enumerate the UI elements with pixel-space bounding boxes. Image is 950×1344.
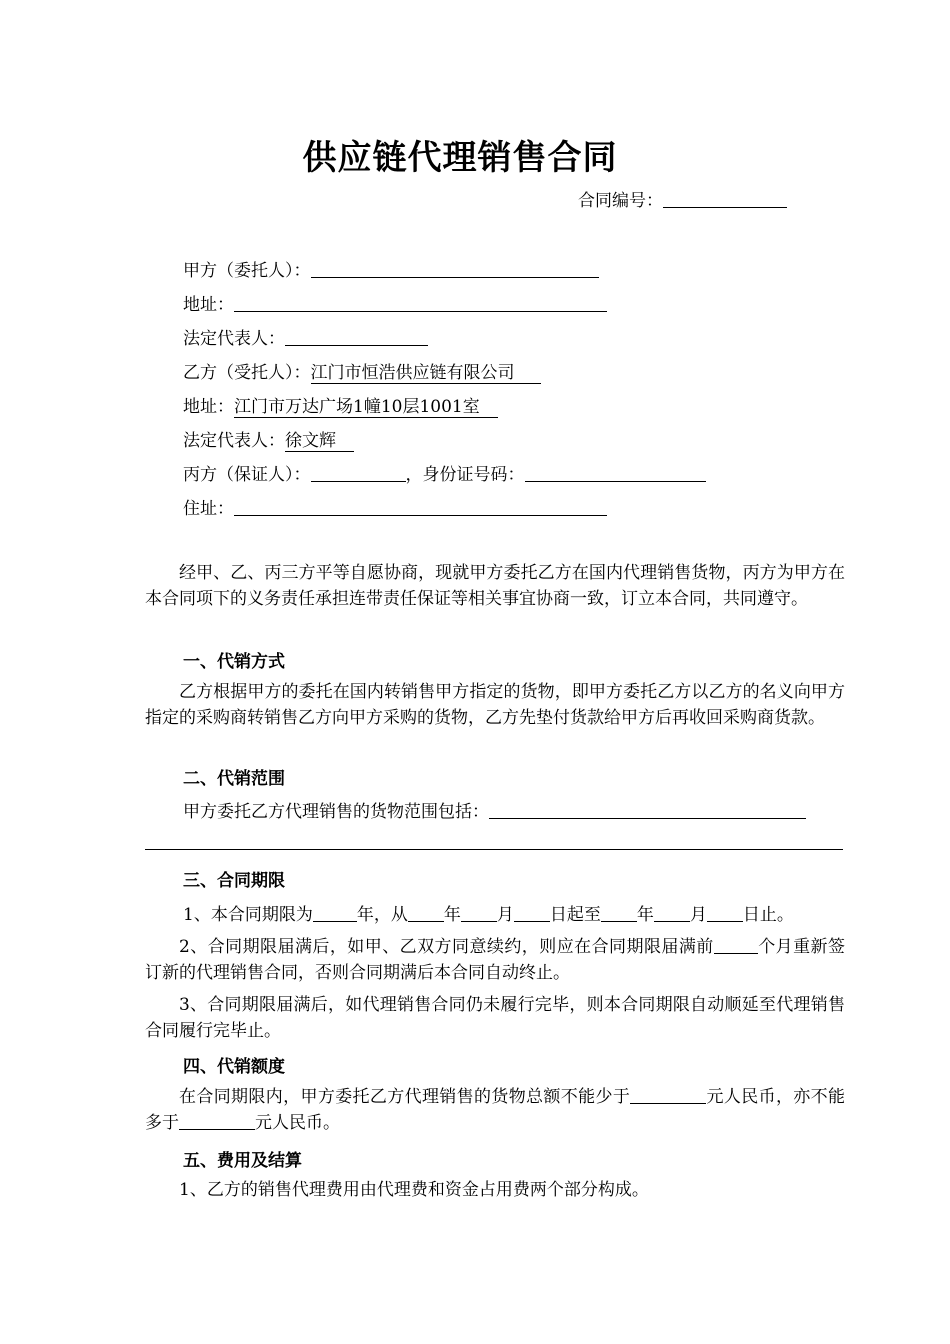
term-text-e: 日起至 — [549, 905, 601, 925]
id-number-blank — [525, 464, 706, 482]
start-day-blank — [514, 904, 550, 922]
term-text-h: 日止。 — [742, 905, 794, 925]
contract-number-blank — [663, 190, 787, 208]
term-text-g: 月 — [689, 905, 707, 925]
party-a-address-line — [183, 290, 607, 315]
party-b-line — [183, 358, 541, 383]
section-4-text — [145, 1084, 845, 1136]
section-2-heading: 二、代销范围 — [183, 769, 285, 789]
party-a-blank — [311, 260, 599, 278]
section-3-renewal — [145, 934, 845, 986]
min-amount-blank — [630, 1086, 706, 1104]
party-a-rep-line — [183, 324, 428, 349]
section-2-text: 甲方委托乙方代理销售的货物范围包括： — [183, 802, 489, 822]
party-c-blank — [311, 464, 406, 482]
end-month-blank — [654, 904, 690, 922]
renewal-text-b: 个月重新签订新的代理销售合同，否则合同期满后本合同自动终止。 — [145, 937, 845, 983]
party-b-address: 江门市万达广场1幢10层1001室 — [234, 397, 498, 418]
id-number-label: ，身份证号码： — [405, 465, 525, 485]
party-a-rep-label: 法定代表人： — [183, 329, 285, 349]
quota-text-a: 在合同期限内，甲方委托乙方代理销售的货物总额不能少于 — [179, 1087, 631, 1107]
party-a-rep-blank — [285, 328, 428, 346]
party-b-rep: 徐文辉 — [285, 431, 354, 452]
quota-text-b: 元人民币，亦不能多于 — [145, 1087, 846, 1133]
goods-scope-blank-2 — [145, 849, 843, 850]
renewal-months-blank — [714, 936, 758, 954]
section-2-line — [183, 797, 806, 822]
max-amount-blank — [179, 1112, 255, 1130]
party-b-address-line — [183, 392, 498, 417]
term-years-blank — [313, 904, 357, 922]
party-b-label: 乙方（受托人）： — [183, 363, 311, 383]
section-3-heading: 三、合同期限 — [183, 871, 285, 891]
term-text-c: 年 — [443, 905, 461, 925]
party-c-residence-label: 住址： — [183, 499, 234, 519]
party-b-name: 江门市恒浩供应链有限公司 — [311, 363, 541, 384]
quota-text-c: 元人民币。 — [255, 1113, 340, 1133]
party-b-address-label: 地址： — [183, 397, 234, 417]
start-year-blank — [408, 904, 444, 922]
term-text-a: 1、本合同期限为 — [183, 905, 313, 925]
section-4-heading: 四、代销额度 — [183, 1057, 285, 1077]
section-1-text: 乙方根据甲方的委托在国内转销售甲方指定的货物，即甲方委托乙方以乙方的名义向甲方指定的采购商转销售乙方向甲方采购的货物，乙方先垫付货款给甲方后再收回采购商货款。 — [145, 682, 845, 728]
intro-paragraph: 经甲、乙、丙三方平等自愿协商，现就甲方委托乙方在国内代理销售货物，丙方为甲方在本合同项下的义务责任承担连带责任保证等相关事宜协商一致，订立本合同，共同遵守。 — [145, 563, 845, 609]
end-year-blank — [601, 904, 637, 922]
section-5-heading: 五、费用及结算 — [183, 1151, 302, 1171]
contract-number-label: 合同编号： — [578, 191, 663, 211]
document-title: 供应链代理销售合同 — [302, 138, 618, 178]
party-b-rep-label: 法定代表人： — [183, 431, 285, 451]
contract-number-line — [578, 186, 787, 211]
renewal-text-a: 2、合同期限届满后，如甲、乙双方同意续约，则应在合同期限届满前 — [179, 937, 714, 957]
party-a-address-blank — [234, 294, 607, 312]
party-a-line — [183, 256, 599, 281]
term-text-f: 年 — [636, 905, 654, 925]
goods-scope-blank — [489, 801, 806, 819]
section-1-heading: 一、代销方式 — [183, 652, 285, 672]
term-text-b: 年，从 — [356, 905, 408, 925]
party-c-line — [183, 460, 706, 485]
party-b-rep-line — [183, 426, 354, 451]
party-c-label: 丙方（保证人）： — [183, 465, 311, 485]
section-3-extension: 3、合同期限届满后，如代理销售合同仍未履行完毕，则本合同期限自动顺延至代理销售合同履行完毕止。 — [145, 995, 845, 1041]
section-3-term-line — [183, 900, 794, 925]
end-day-blank — [707, 904, 743, 922]
party-a-address-label: 地址： — [183, 295, 234, 315]
party-c-residence-line — [183, 494, 607, 519]
term-text-d: 月 — [496, 905, 514, 925]
start-month-blank — [461, 904, 497, 922]
party-c-residence-blank — [234, 498, 607, 516]
party-a-label: 甲方（委托人）： — [183, 261, 311, 281]
section-5-text: 1、乙方的销售代理费用由代理费和资金占用费两个部分构成。 — [179, 1180, 649, 1200]
